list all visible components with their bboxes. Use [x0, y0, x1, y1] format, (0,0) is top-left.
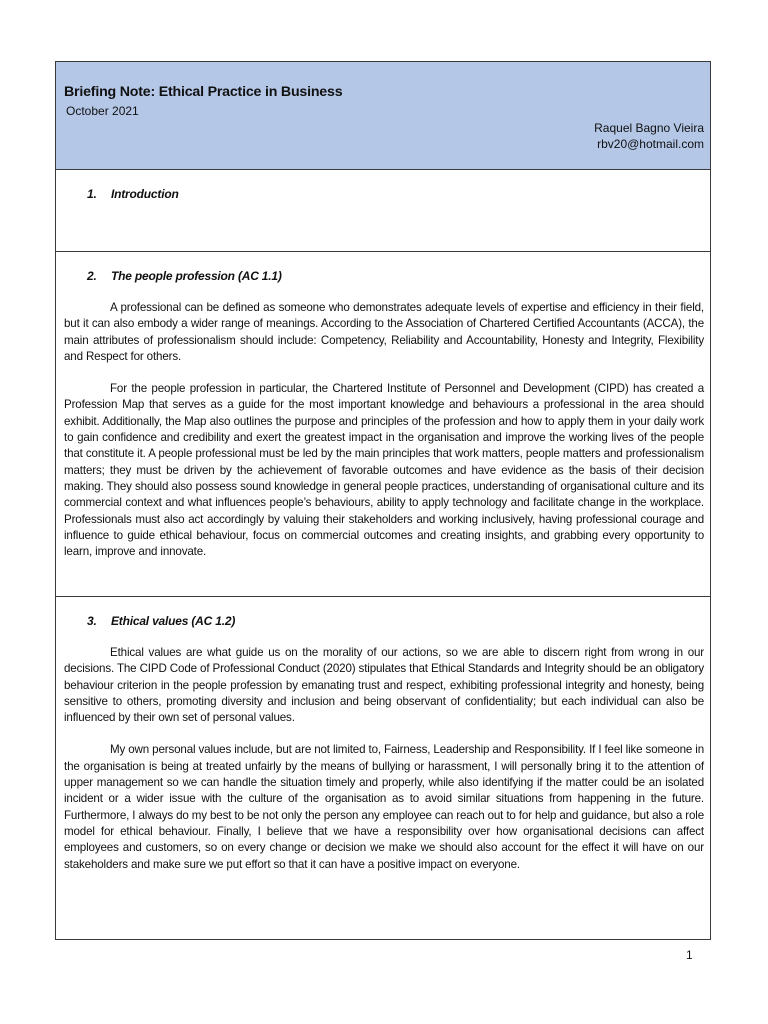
paragraph: A professional can be defined as someone who demonstrates adequate levels of expertise and efficiency in their field, but it can also embody a wider range of meanings. According to the Association of Chartered Certified Accountants (ACCA), the main attributes of professionalism should include: Competency, Reliability and Accountability, Honesty and Integrity, Flexibility and Respect for others. — [64, 301, 704, 363]
section-introduction — [56, 170, 710, 252]
paragraph: For the people profession in particular, the Chartered Institute of Personnel and Development (CIPD) has created a Profession Map that serves as a guide for the most important knowledge and behaviours a professional in the area should exhibit. Additionally, the Map also outlines the purpose and principles of the profession and how to apply them in your daily work to gain confidence and credibility and exert the greatest impact in the organisation and improve the working lives of the people that constitute it. A people professional must be led by the main principles that work matters, people matters and professionalism matters; they must be driven by the achievement of favorable outcomes and have evidence as the basis of their decision making. They should also possess sound knowledge in general people practices, understanding of organisational culture and its commercial context and what influences people’s behaviours, ability to apply technology and facilitate change in the workplace. Professionals must also act accordingly by valuing their stakeholders and working inclusively, having professional courage and influence to guide ethical behaviour, focus on commercial outcomes and creating insights, and grabbing every opportunity to learn, improve and innovate. — [64, 382, 704, 559]
section-heading — [64, 187, 704, 201]
briefing-note-table — [55, 61, 711, 940]
paragraph: Ethical values are what guide us on the morality of our actions, so we are able to discern right from wrong in our decisions. The CIPD Code of Professional Conduct (2020) stipulates that Ethical Standards and Integrity should be an obligatory behaviour criterion in the people profession by emanating trust and respect, exhibiting professional integrity and honesty, being sensitive to others, promoting diversity and inclusion and being observant of confidentiality; but each individual can also be influenced by their own set of personal values. — [64, 646, 704, 725]
section-heading — [64, 269, 704, 283]
paragraph: My own personal values include, but are not limited to, Fairness, Leadership and Responsibility. If I feel like someone in the organisation is being at treated unfairly by the means of bullying or harassment, I will personally bring it to the attention of upper management so we can handle the situation timely and properly, while also identifying if the matter could be an isolated incident or a wider issue with the culture of the organisation as to avoid similar situations from happening in the future. Furthermore, I always do my best to be not only the person any employee can reach out to for help and guidance, but also a role model for ethical behaviour. Finally, I believe that we have a responsibility over how organisational decisions can affect employees and customers, so on every change or decision we make we should also account for the effect it will have on our stakeholders and make sure we put effort so that it can have a positive impact on everyone. — [64, 743, 704, 871]
section-title: Ethical values (AC 1.2) — [111, 614, 236, 628]
section-title: Introduction — [111, 187, 179, 201]
section-ethical-values — [56, 597, 710, 939]
section-number: 1. — [87, 187, 97, 201]
document-title: Briefing Note: Ethical Practice in Business — [64, 84, 343, 100]
section-people-profession — [56, 252, 710, 597]
author-name: Raquel Bagno Vieira — [594, 121, 704, 135]
author-block — [594, 120, 704, 152]
section-number: 3. — [87, 614, 97, 628]
document-date: October 2021 — [66, 104, 139, 118]
section-number: 2. — [87, 269, 97, 283]
author-email: rbv20@hotmail.com — [597, 137, 704, 151]
section-title: The people profession (AC 1.1) — [111, 269, 282, 283]
header-banner — [56, 62, 710, 170]
section-heading — [64, 614, 704, 628]
page-number: 1 — [686, 948, 693, 962]
